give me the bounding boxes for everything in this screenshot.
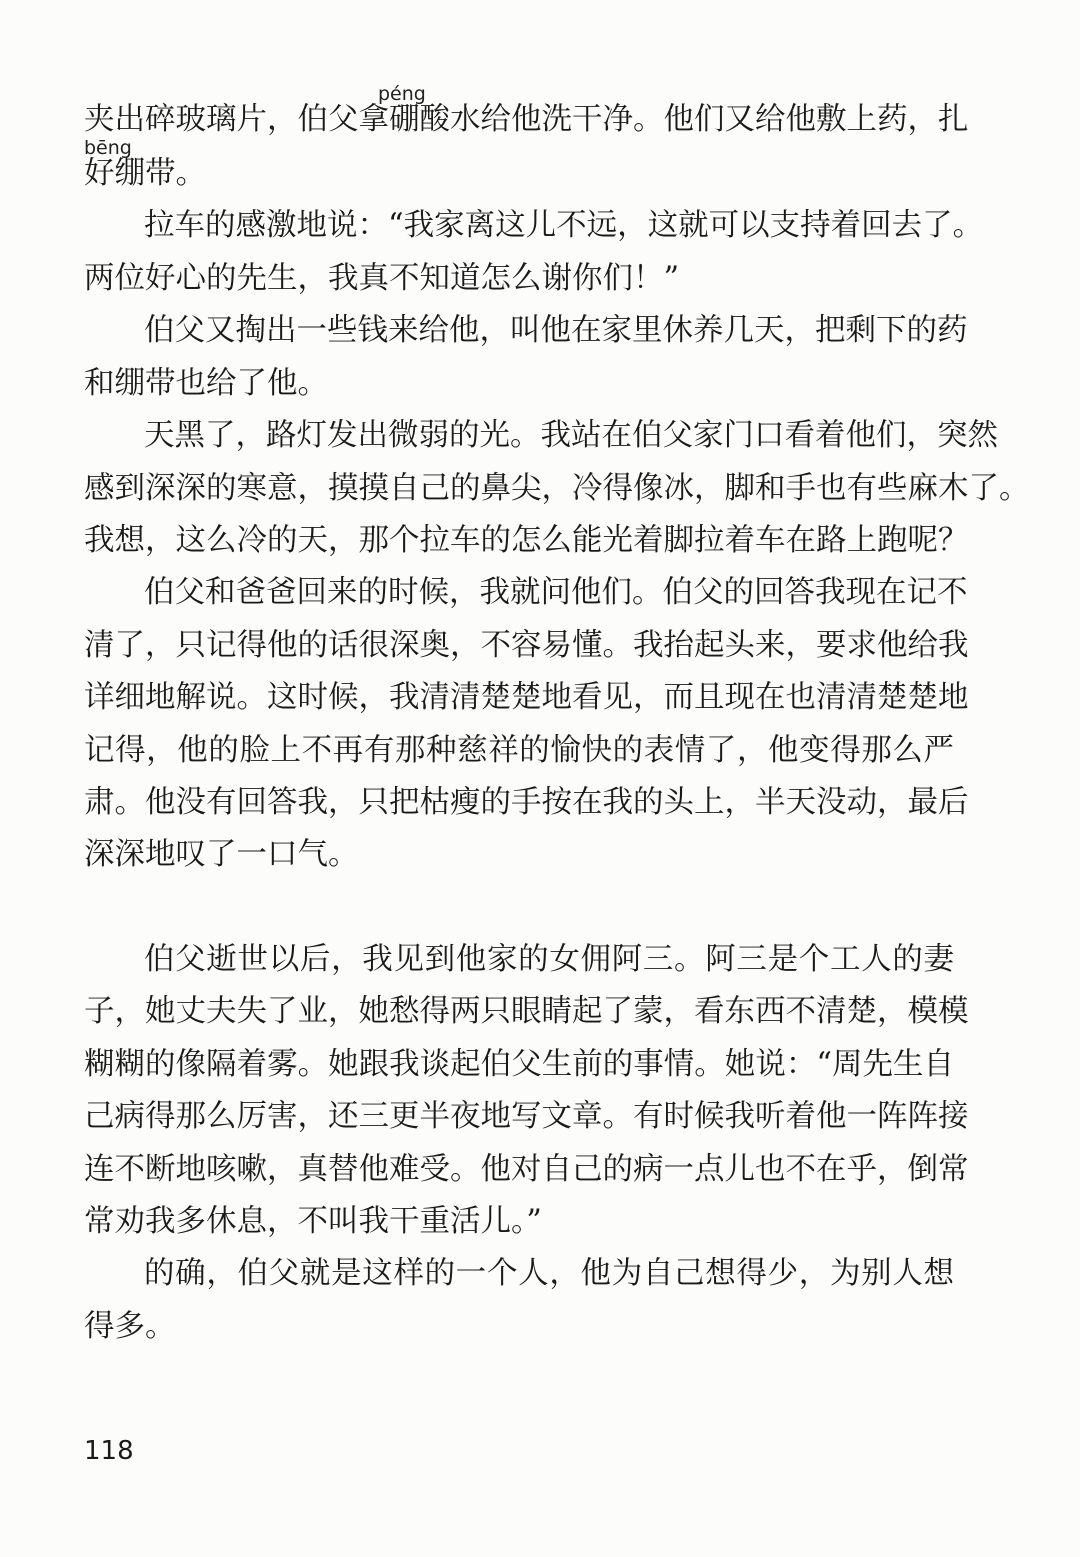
text-line-13: 记得，他的脸上不再有那种慈祥的愉快的表情了，他变得那么严 [84,733,954,768]
text-line-5: 伯父又掏出一些钱来给他，叫他在家里休养几天，把剩下的药 [144,313,968,348]
text-line-16: 伯父逝世以后，我见到他家的女佣阿三。阿三是个工人的妻 [144,942,954,977]
text-line-15: 深深地叹了一口气。 [84,837,359,872]
text-line-7: 天黑了，路灯发出微弱的光。我站在伯父家门口看着他们，突然 [144,418,998,453]
pinyin-annotation-peng: péng [378,83,426,105]
text-line-17: 子，她丈夫失了业，她愁得两只眼睛起了蒙，看东西不清楚，模模 [84,994,969,1029]
text-line-10: 伯父和爸爸回来的时候，我就问他们。伯父的回答我现在记不 [144,575,968,610]
pinyin-annotation-beng: bēng [84,137,132,159]
text-line-6: 和绷带也给了他。 [84,366,328,401]
page-number: 118 [84,1436,134,1466]
text-line-9: 我想，这么冷的天，那个拉车的怎么能光着脚拉着车在路上跑呢？ [84,523,969,558]
text-line-11: 清了，只记得他的话很深奥，不容易懂。我抬起头来，要求他给我 [84,628,969,663]
text-line-2: 好绷带。 [84,156,206,191]
text-line-23: 得多。 [84,1309,176,1344]
text-line-12: 详细地解说。这时候，我清清楚楚地看见，而且现在也清清楚楚地 [84,680,969,715]
text-line-21: 常劝我多休息，不叫我干重活儿。” [84,1204,542,1239]
text-line-20: 连不断地咳嗽，真替他难受。他对自己的病一点儿也不在乎，倒常 [84,1152,969,1187]
text-line-8: 感到深深的寒意，摸摸自己的鼻尖，冷得像冰，脚和手也有些麻木了。 [84,471,1030,506]
text-line-19: 己病得那么厉害，还三更半夜地写文章。有时候我听着他一阵阵接 [84,1099,969,1134]
text-line-14: 肃。他没有回答我，只把枯瘦的手按在我的头上，半天没动，最后 [84,785,969,820]
text-line-4: 两位好心的先生，我真不知道怎么谢你们！” [84,261,680,296]
text-line-22: 的确，伯父就是这样的一个人，他为自己想得少，为别人想 [144,1256,954,1291]
text-line-18: 糊糊的像隔着雾。她跟我谈起伯父生前的事情。她说：“周先生自 [84,1047,954,1082]
text-line-3: 拉车的感激地说：“我家离这儿不远，这就可以支持着回去了。 [144,208,984,243]
text-line-1: 夹出碎玻璃片，伯父拿硼酸水给他洗干净。他们又给他敷上药，扎 [84,102,969,137]
